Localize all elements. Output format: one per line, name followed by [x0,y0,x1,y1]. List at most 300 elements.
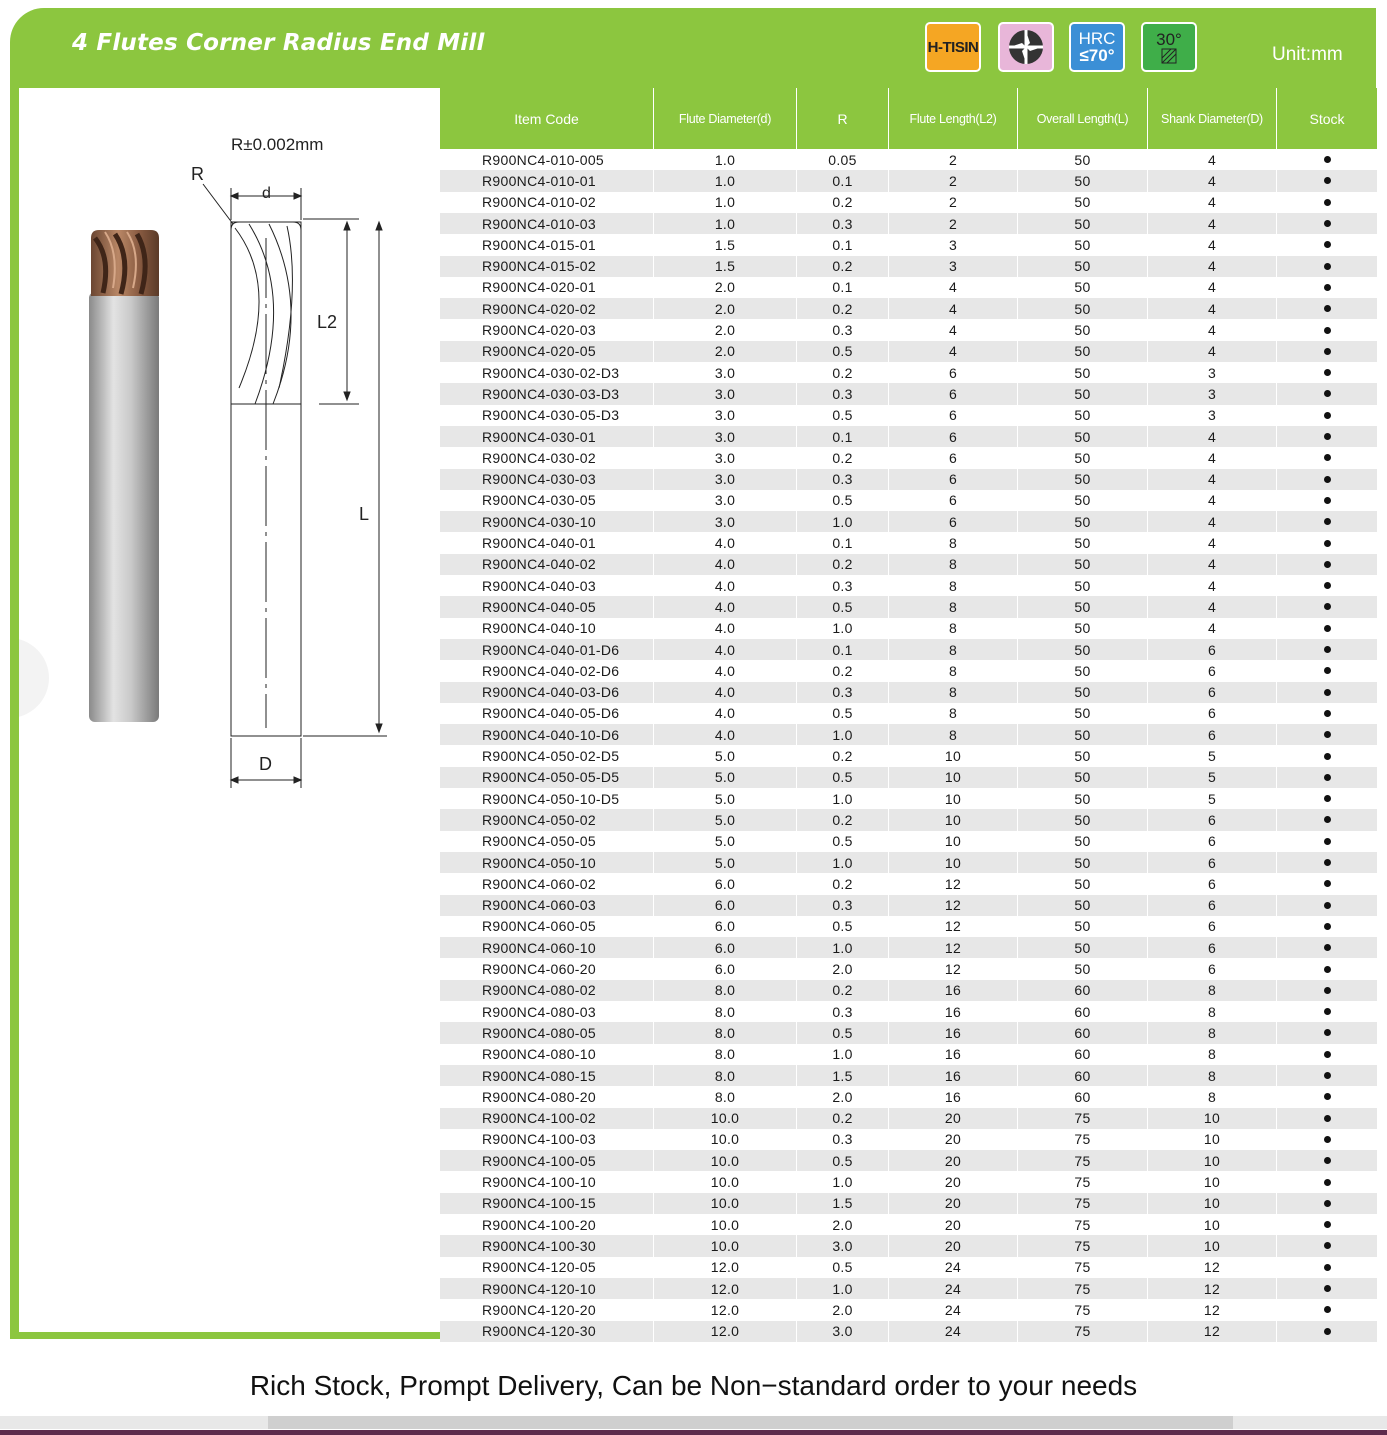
cell-flute-length: 16 [889,1044,1018,1065]
stock-indicator-icon [1324,156,1331,163]
cell-flute-diameter: 6.0 [654,958,797,979]
cell-stock [1277,234,1377,255]
cell-item-code: R900NC4-030-05 [440,490,654,511]
cell-shank-diameter: 6 [1148,958,1277,979]
cell-item-code: R900NC4-030-05-D3 [440,405,654,426]
cell-flute-diameter: 8.0 [654,980,797,1001]
cell-flute-length: 6 [889,511,1018,532]
table-row [440,1299,1377,1320]
cell-shank-diameter: 6 [1148,916,1277,937]
cell-overall-length: 50 [1018,575,1148,596]
cell-item-code: R900NC4-100-05 [440,1150,654,1171]
cell-item-code: R900NC4-030-02-D3 [440,362,654,383]
cell-overall-length: 75 [1018,1150,1148,1171]
cell-stock [1277,319,1377,340]
cell-radius: 1.5 [797,1065,889,1086]
cell-flute-length: 8 [889,618,1018,639]
cell-item-code: R900NC4-100-02 [440,1108,654,1129]
hrc-label: HRC [1078,29,1116,48]
cell-stock [1277,511,1377,532]
cell-flute-diameter: 2.0 [654,298,797,319]
stock-indicator-icon [1324,433,1331,440]
cell-flute-length: 20 [889,1108,1018,1129]
cell-stock [1277,192,1377,213]
cell-stock [1277,980,1377,1001]
stock-indicator-icon [1324,902,1331,909]
cell-item-code: R900NC4-120-30 [440,1321,654,1342]
cell-stock [1277,1321,1377,1342]
stock-indicator-icon [1324,1051,1331,1058]
stock-indicator-icon [1324,1221,1331,1228]
cell-radius: 0.5 [797,1022,889,1043]
cell-stock [1277,170,1377,191]
stock-indicator-icon [1324,284,1331,291]
cell-flute-length: 20 [889,1150,1018,1171]
stock-indicator-icon [1324,603,1331,610]
cell-flute-length: 3 [889,256,1018,277]
stock-indicator-icon [1324,774,1331,781]
cell-flute-diameter: 6.0 [654,873,797,894]
cell-flute-diameter: 4.0 [654,618,797,639]
table-row [440,277,1377,298]
table-row [440,852,1377,873]
cell-flute-diameter: 5.0 [654,809,797,830]
cell-flute-length: 10 [889,745,1018,766]
cell-flute-diameter: 4.0 [654,639,797,660]
table-header [440,88,1377,149]
cell-shank-diameter: 4 [1148,277,1277,298]
cell-item-code: R900NC4-080-03 [440,1001,654,1022]
cell-item-code: R900NC4-040-03-D6 [440,682,654,703]
table-row [440,383,1377,404]
cell-shank-diameter: 6 [1148,809,1277,830]
cell-flute-length: 12 [889,916,1018,937]
cell-flute-length: 20 [889,1214,1018,1235]
cell-item-code: R900NC4-060-03 [440,895,654,916]
cell-flute-length: 10 [889,767,1018,788]
cell-radius: 0.2 [797,980,889,1001]
cell-shank-diameter: 6 [1148,895,1277,916]
cell-flute-length: 4 [889,319,1018,340]
table-row [440,916,1377,937]
cell-radius: 1.0 [797,618,889,639]
table-row [440,405,1377,426]
cell-item-code: R900NC4-040-02-D6 [440,660,654,681]
table-row [440,213,1377,234]
cell-overall-length: 75 [1018,1321,1148,1342]
table-row [440,618,1377,639]
cell-radius: 2.0 [797,1299,889,1320]
flute-length-label: L2 [317,312,338,332]
bottom-accent-line [0,1430,1387,1435]
cell-shank-diameter: 8 [1148,980,1277,1001]
cell-stock [1277,639,1377,660]
cell-flute-diameter: 1.0 [654,213,797,234]
cell-radius: 0.3 [797,682,889,703]
cell-overall-length: 60 [1018,1044,1148,1065]
cell-stock [1277,1044,1377,1065]
cell-item-code: R900NC4-010-02 [440,192,654,213]
cell-stock [1277,149,1377,170]
footer-tagline: Rich Stock, Prompt Delivery, Can be Non−standard order to your needs [249,1370,1138,1401]
cell-stock [1277,895,1377,916]
cell-flute-length: 12 [889,937,1018,958]
table-row [440,362,1377,383]
cell-item-code: R900NC4-080-10 [440,1044,654,1065]
hrc-badge [1069,22,1125,72]
cell-overall-length: 50 [1018,362,1148,383]
cell-flute-length: 8 [889,596,1018,617]
cell-overall-length: 50 [1018,937,1148,958]
four-flute-icon [998,22,1054,72]
cell-shank-diameter: 4 [1148,532,1277,553]
cell-overall-length: 50 [1018,490,1148,511]
cell-stock [1277,362,1377,383]
cell-overall-length: 50 [1018,916,1148,937]
stock-indicator-icon [1324,263,1331,270]
cell-overall-length: 50 [1018,554,1148,575]
cell-overall-length: 75 [1018,1299,1148,1320]
cell-flute-diameter: 6.0 [654,916,797,937]
cell-flute-length: 8 [889,554,1018,575]
table-row [440,1108,1377,1129]
cell-radius: 0.2 [797,192,889,213]
cell-shank-diameter: 4 [1148,511,1277,532]
cell-radius: 0.5 [797,341,889,362]
cell-shank-diameter: 12 [1148,1321,1277,1342]
cell-item-code: R900NC4-060-20 [440,958,654,979]
cell-item-code: R900NC4-030-03-D3 [440,383,654,404]
cell-flute-length: 20 [889,1193,1018,1214]
cell-stock [1277,1086,1377,1107]
stock-indicator-icon [1324,1179,1331,1186]
cell-flute-length: 6 [889,405,1018,426]
col-flute-length: Flute Length(L2) [889,88,1018,149]
cell-item-code: R900NC4-030-01 [440,426,654,447]
table-row [440,745,1377,766]
cell-flute-diameter: 4.0 [654,703,797,724]
cell-radius: 0.2 [797,447,889,468]
cell-stock [1277,447,1377,468]
cell-stock [1277,1235,1377,1256]
cell-radius: 0.1 [797,277,889,298]
cell-radius: 0.2 [797,809,889,830]
cell-item-code: R900NC4-050-02-D5 [440,745,654,766]
table-row [440,1001,1377,1022]
cell-item-code: R900NC4-040-05-D6 [440,703,654,724]
cell-overall-length: 50 [1018,682,1148,703]
cell-stock [1277,1214,1377,1235]
table-row [440,149,1377,170]
stock-indicator-icon [1324,731,1331,738]
table-row [440,469,1377,490]
stock-indicator-icon [1324,220,1331,227]
cell-overall-length: 50 [1018,618,1148,639]
cell-shank-diameter: 10 [1148,1108,1277,1129]
cell-shank-diameter: 5 [1148,745,1277,766]
cell-shank-diameter: 6 [1148,831,1277,852]
cell-flute-length: 6 [889,447,1018,468]
table-row [440,724,1377,745]
cell-stock [1277,873,1377,894]
cell-overall-length: 60 [1018,980,1148,1001]
table-row [440,1214,1377,1235]
cell-flute-diameter: 4.0 [654,596,797,617]
cell-radius: 0.1 [797,639,889,660]
stock-indicator-icon [1324,667,1331,674]
cell-radius: 0.3 [797,895,889,916]
cell-item-code: R900NC4-020-03 [440,319,654,340]
cell-flute-diameter: 3.0 [654,405,797,426]
cell-item-code: R900NC4-050-10 [440,852,654,873]
cell-item-code: R900NC4-100-15 [440,1193,654,1214]
cell-stock [1277,1065,1377,1086]
cell-overall-length: 60 [1018,1022,1148,1043]
stock-indicator-icon [1324,753,1331,760]
cell-stock [1277,490,1377,511]
cell-item-code: R900NC4-040-01 [440,532,654,553]
cell-shank-diameter: 3 [1148,383,1277,404]
cell-radius: 0.2 [797,298,889,319]
cell-flute-length: 6 [889,490,1018,511]
cell-shank-diameter: 6 [1148,852,1277,873]
cell-item-code: R900NC4-010-01 [440,170,654,191]
cell-flute-length: 24 [889,1299,1018,1320]
cell-overall-length: 50 [1018,426,1148,447]
table-row [440,1321,1377,1342]
cell-overall-length: 50 [1018,852,1148,873]
stock-indicator-icon [1324,816,1331,823]
cell-flute-diameter: 5.0 [654,831,797,852]
stock-indicator-icon [1324,1008,1331,1015]
cell-item-code: R900NC4-120-05 [440,1257,654,1278]
cell-item-code: R900NC4-020-05 [440,341,654,362]
cell-radius: 0.5 [797,767,889,788]
stock-indicator-icon [1324,966,1331,973]
cell-item-code: R900NC4-030-10 [440,511,654,532]
cell-stock [1277,831,1377,852]
table-row [440,1235,1377,1256]
cell-item-code: R900NC4-120-20 [440,1299,654,1320]
cell-item-code: R900NC4-020-02 [440,298,654,319]
cell-flute-length: 3 [889,234,1018,255]
cell-flute-length: 2 [889,149,1018,170]
cell-stock [1277,213,1377,234]
cell-stock [1277,937,1377,958]
page-title: 4 Flutes Corner Radius End Mill [72,30,485,56]
cell-radius: 3.0 [797,1235,889,1256]
cell-overall-length: 50 [1018,469,1148,490]
cell-flute-length: 4 [889,298,1018,319]
cell-overall-length: 50 [1018,383,1148,404]
cell-radius: 0.05 [797,149,889,170]
cell-shank-diameter: 10 [1148,1214,1277,1235]
cell-flute-diameter: 4.0 [654,575,797,596]
cell-overall-length: 50 [1018,532,1148,553]
cell-radius: 3.0 [797,1321,889,1342]
stock-indicator-icon [1324,1093,1331,1100]
cell-shank-diameter: 8 [1148,1065,1277,1086]
cell-flute-length: 16 [889,1086,1018,1107]
table-row [440,341,1377,362]
cell-radius: 0.5 [797,490,889,511]
col-overall-length: Overall Length(L) [1018,88,1148,149]
stock-indicator-icon [1324,1306,1331,1313]
cell-flute-length: 10 [889,788,1018,809]
col-flute-diameter: Flute Diameter(d) [654,88,797,149]
stock-indicator-icon [1324,880,1331,887]
cell-overall-length: 50 [1018,256,1148,277]
table-row [440,234,1377,255]
cell-flute-diameter: 10.0 [654,1108,797,1129]
cell-radius: 0.3 [797,383,889,404]
cell-overall-length: 75 [1018,1257,1148,1278]
cell-radius: 0.2 [797,554,889,575]
cell-radius: 2.0 [797,1086,889,1107]
cell-flute-diameter: 5.0 [654,767,797,788]
cell-shank-diameter: 3 [1148,362,1277,383]
cell-overall-length: 50 [1018,788,1148,809]
cell-shank-diameter: 4 [1148,149,1277,170]
cell-flute-length: 8 [889,724,1018,745]
cell-flute-diameter: 2.0 [654,277,797,298]
table-row [440,1129,1377,1150]
cell-flute-diameter: 4.0 [654,660,797,681]
cell-flute-length: 12 [889,895,1018,916]
cell-flute-diameter: 8.0 [654,1065,797,1086]
table-row [440,895,1377,916]
cell-radius: 0.1 [797,170,889,191]
stock-indicator-icon [1324,348,1331,355]
cell-overall-length: 50 [1018,958,1148,979]
cell-shank-diameter: 4 [1148,490,1277,511]
table-row [440,660,1377,681]
cell-flute-length: 4 [889,341,1018,362]
table-row [440,980,1377,1001]
cell-flute-diameter: 1.5 [654,234,797,255]
stock-indicator-icon [1324,540,1331,547]
cell-shank-diameter: 8 [1148,1086,1277,1107]
cell-shank-diameter: 6 [1148,703,1277,724]
cell-shank-diameter: 6 [1148,639,1277,660]
cell-stock [1277,958,1377,979]
cell-flute-diameter: 10.0 [654,1235,797,1256]
unit-label: Unit:mm [1272,44,1343,65]
stock-indicator-icon [1324,987,1331,994]
cell-shank-diameter: 12 [1148,1299,1277,1320]
cell-stock [1277,575,1377,596]
end-mill-drawing [19,88,440,1332]
table-row [440,1257,1377,1278]
cell-shank-diameter: 12 [1148,1278,1277,1299]
cell-flute-diameter: 1.0 [654,149,797,170]
table-row [440,532,1377,553]
table-row [440,639,1377,660]
cell-shank-diameter: 4 [1148,298,1277,319]
cell-stock [1277,618,1377,639]
col-radius: R [797,88,889,149]
cell-flute-diameter: 10.0 [654,1193,797,1214]
cell-flute-length: 10 [889,831,1018,852]
cell-radius: 0.2 [797,745,889,766]
cell-flute-diameter: 10.0 [654,1214,797,1235]
cell-flute-length: 16 [889,980,1018,1001]
cell-item-code: R900NC4-080-02 [440,980,654,1001]
cell-flute-length: 2 [889,192,1018,213]
cell-radius: 0.5 [797,916,889,937]
overall-length-label: L [359,504,370,524]
shank-diameter-label: D [259,754,272,774]
stock-indicator-icon [1324,412,1331,419]
cell-stock [1277,554,1377,575]
cell-stock [1277,703,1377,724]
table-row [440,596,1377,617]
cell-radius: 0.3 [797,1001,889,1022]
stock-indicator-icon [1324,646,1331,653]
cell-stock [1277,916,1377,937]
cell-flute-length: 20 [889,1171,1018,1192]
cell-stock [1277,426,1377,447]
table-row [440,767,1377,788]
cell-shank-diameter: 10 [1148,1171,1277,1192]
cell-overall-length: 75 [1018,1129,1148,1150]
table-row [440,511,1377,532]
cell-shank-diameter: 12 [1148,1257,1277,1278]
table-row [440,1278,1377,1299]
cell-stock [1277,1001,1377,1022]
cell-radius: 1.0 [797,724,889,745]
cell-radius: 1.0 [797,1044,889,1065]
cell-flute-length: 2 [889,170,1018,191]
stock-indicator-icon [1324,1157,1331,1164]
cell-stock [1277,1299,1377,1320]
cell-stock [1277,532,1377,553]
cell-shank-diameter: 8 [1148,1001,1277,1022]
table-row [440,809,1377,830]
cell-radius: 0.2 [797,873,889,894]
cell-flute-length: 2 [889,213,1018,234]
cell-shank-diameter: 4 [1148,234,1277,255]
cell-radius: 1.0 [797,511,889,532]
cell-flute-diameter: 8.0 [654,1044,797,1065]
cell-flute-diameter: 5.0 [654,745,797,766]
cell-item-code: R900NC4-015-01 [440,234,654,255]
cell-item-code: R900NC4-060-02 [440,873,654,894]
cell-stock [1277,405,1377,426]
cell-overall-length: 50 [1018,341,1148,362]
cell-flute-diameter: 3.0 [654,362,797,383]
cell-shank-diameter: 4 [1148,554,1277,575]
cell-overall-length: 50 [1018,511,1148,532]
cell-flute-length: 24 [889,1321,1018,1342]
cell-stock [1277,788,1377,809]
cell-overall-length: 75 [1018,1278,1148,1299]
cell-overall-length: 75 [1018,1235,1148,1256]
cell-overall-length: 50 [1018,234,1148,255]
scrollbar-thumb[interactable] [268,1416,1233,1429]
cell-flute-length: 10 [889,809,1018,830]
cell-flute-diameter: 3.0 [654,447,797,468]
cell-stock [1277,341,1377,362]
helix-angle-label: 30° [1156,29,1182,49]
cell-item-code: R900NC4-020-01 [440,277,654,298]
cell-overall-length: 50 [1018,767,1148,788]
cell-radius: 1.0 [797,1278,889,1299]
cell-overall-length: 50 [1018,703,1148,724]
stock-indicator-icon [1324,1072,1331,1079]
cell-flute-length: 6 [889,426,1018,447]
helix-angle-badge [1141,22,1197,72]
